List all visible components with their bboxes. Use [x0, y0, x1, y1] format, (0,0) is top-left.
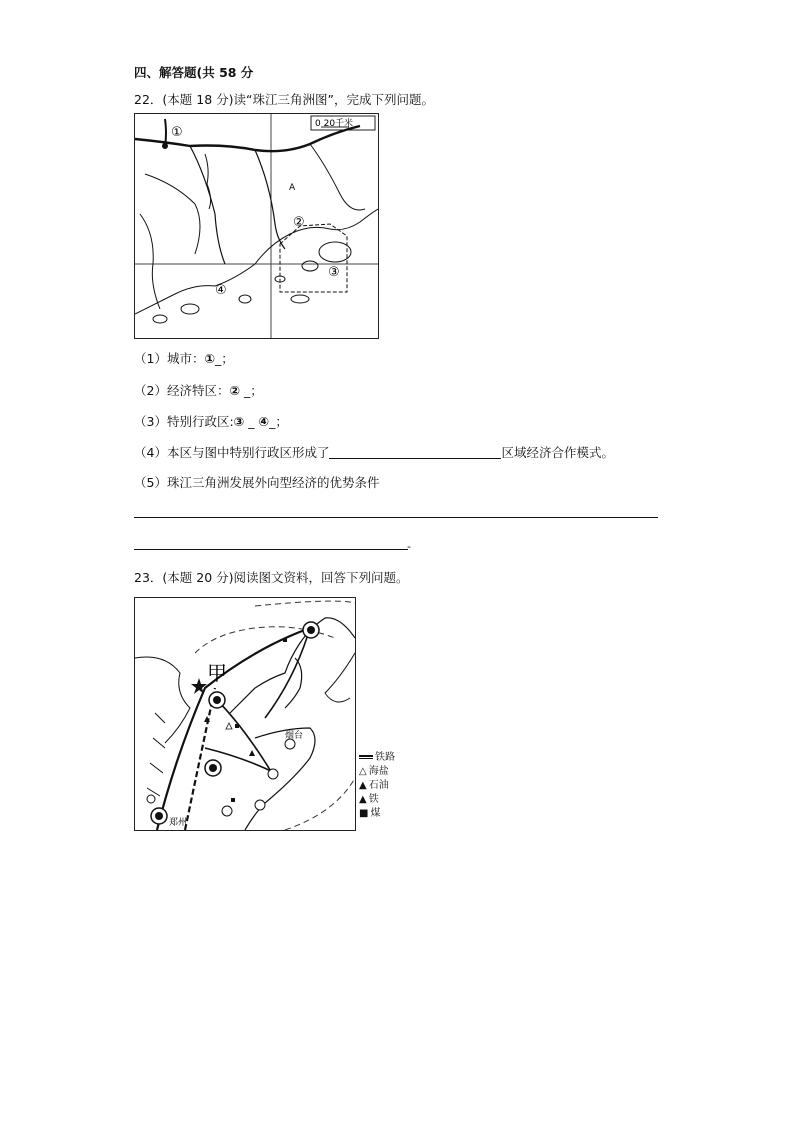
pearl-river-delta-map: [134, 113, 379, 339]
label-jia: 甲: [207, 661, 227, 685]
legend-iron: ▲ 铁: [359, 794, 379, 805]
answer-line-end-mark: -: [407, 540, 411, 553]
river-label-a: A: [289, 183, 296, 193]
q22-item-1: （1）城市：①_；: [134, 351, 234, 366]
marker-4: ④: [215, 283, 227, 298]
q22-item-5: （5）珠江三角洲发展外向型经济的优势条件: [134, 475, 380, 490]
answer-line-1[interactable]: [134, 517, 658, 518]
legend-railway: 铁路: [359, 751, 395, 765]
marker-1: ①: [171, 125, 183, 140]
marker-2: ②: [293, 215, 305, 230]
north-china-map: [134, 597, 356, 831]
q22-item-3: （3）特别行政区:③ _ ④_；: [134, 414, 288, 429]
map-legend: [359, 751, 395, 821]
label-yantai: 烟台: [285, 731, 304, 741]
q22-item-4: （4）本区与图中特别行政区形成了 区域经济合作模式。: [134, 445, 614, 460]
legend-sea-salt: △ 海盐: [359, 766, 389, 777]
label-zhengzhou: 郑州: [169, 818, 188, 828]
legend-coal: ■ 煤: [359, 808, 381, 819]
q22-stem: 22．(本题 18 分)读“珠江三角洲图”，完成下列问题。: [134, 92, 434, 107]
answer-blank[interactable]: [329, 446, 501, 459]
legend-oil: ▲ 石油: [359, 780, 389, 791]
map-scale: 0 20千米: [315, 119, 354, 129]
q22-item-2: （2）经济特区：② _；: [134, 383, 263, 398]
section-title: 四、解答题(共 58 分: [134, 65, 254, 80]
q23-stem: 23．(本题 20 分)阅读图文资料，回答下列问题。: [134, 570, 409, 585]
answer-line-2[interactable]: [134, 549, 408, 550]
marker-3: ③: [328, 265, 340, 280]
